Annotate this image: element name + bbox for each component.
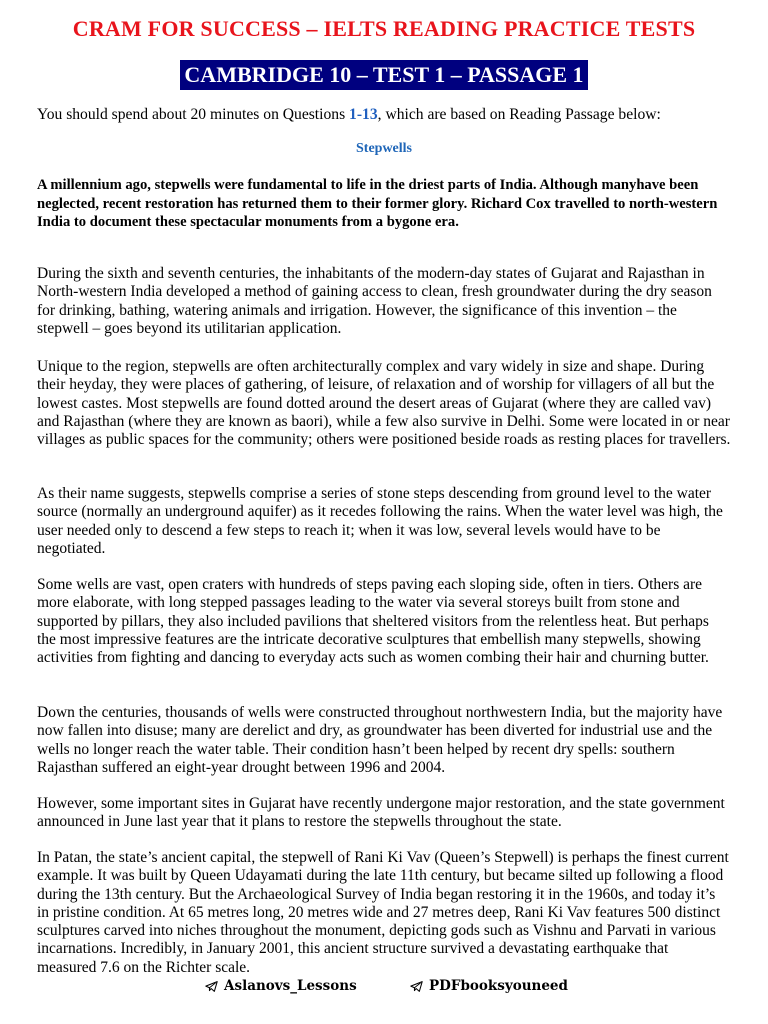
passage-intro: A millennium ago, stepwells were fundamental to life in the driest parts of India. Although manyhave been neglected, recent restoration has returned them to their former glory. Richard Cox travelled to north-western India to document these spectacular monuments from a bygone era. (37, 177, 718, 230)
passage-paragraph: However, some important sites in Gujarat have recently undergone major restoration, and the state government announced in June last year that it plans to restore the stepwells throughout the state. (37, 795, 725, 831)
test-title: CAMBRIDGE 10 – TEST 1 – PASSAGE 1 (180, 60, 587, 90)
footer-link-pdfbooks[interactable] (410, 978, 568, 994)
passage-title: Stepwells (356, 141, 412, 156)
telegram-icon (410, 980, 423, 993)
instruction-after: , which are based on Reading Passage below: (377, 106, 661, 123)
passage-paragraph: As their name suggests, stepwells comprise a series of stone steps descending from ground level to the water source (normally an underground aquifer) as it recedes following the rains. When the water level was high, the user needed only to descend a few steps to reach it; when it was low, several levels would have to be negotiated. (37, 485, 723, 557)
footer-link-aslanovs[interactable] (205, 978, 357, 994)
instruction-text (37, 105, 731, 125)
page-title: CRAM FOR SUCCESS – IELTS READING PRACTICE TESTS (72, 16, 696, 41)
telegram-icon (205, 980, 218, 993)
passage-paragraph: During the sixth and seventh centuries, the inhabitants of the modern-day states of Gujarat and Rajasthan in North-western India developed a method of gaining access to clean, fresh groundwater during the dry season for drinking, bathing, watering animals and irrigation. However, the significance of this invention – the stepwell – goes beyond its utilitarian application. (37, 265, 712, 337)
footer (0, 978, 768, 998)
footer-label-left: Aslanovs_Lessons (224, 978, 357, 994)
instruction-before: You should spend about 20 minutes on Questions (37, 106, 350, 123)
passage-paragraph: Unique to the region, stepwells are often architecturally complex and vary widely in size and shape. During their heyday, they were places of gathering, of leisure, of relaxation and of worship for villagers of all but the lowest castes. Most stepwells are found dotted around the desert areas of Gujarat (where they are called vav) and Rajasthan (where they are known as baori), while a few also survive in Delhi. Some were located in or near villages as public spaces for the community; others were positioned beside roads as resting places for travellers. (37, 358, 731, 449)
passage-paragraph: Down the centuries, thousands of wells were constructed throughout northwestern India, but the majority have now fallen into disuse; many are derelict and dry, as groundwater has been diverted for industrial use and the wells no longer reach the water table. Their condition hasn’t been helped by recent dry spells: southern Rajasthan suffered an eight-year drought between 1996 and 2004. (37, 704, 723, 776)
question-range: 1-13 (349, 106, 378, 123)
footer-label-right: PDFbooksyouneed (429, 978, 568, 994)
passage-paragraph: In Patan, the state’s ancient capital, the stepwell of Rani Ki Vav (Queen’s Stepwell) is perhaps the finest current example. It was built by Queen Udayamati during the late 11th century, but became silted up following a flood during the 13th century. But the Archaeological Survey of India began restoring it in the 1960s, and today it’s in pristine condition. At 65 metres long, 20 metres wide and 27 metres deep, Rani Ki Vav features 500 distinct sculptures carved into niches throughout the monument, depicting gods such as Vishnu and Parvati in various incarnations. Incredibly, in January 2001, this ancient structure survived a devastating earthquake that measured 7.6 on the Richter scale. (37, 849, 729, 976)
test-banner (37, 60, 731, 90)
passage-paragraph: Some wells are vast, open craters with hundreds of steps paving each sloping side, often in tiers. Others are more elaborate, with long stepped passages leading to the water via several storeys built from stone and supported by pillars, they also included pavilions that sheltered visitors from the relentless heat. But perhaps the most impressive features are the intricate decorative sculptures that embellish many stepwells, showing activities from fighting and dancing to everyday acts such as women combing their hair and churning butter. (37, 576, 709, 667)
